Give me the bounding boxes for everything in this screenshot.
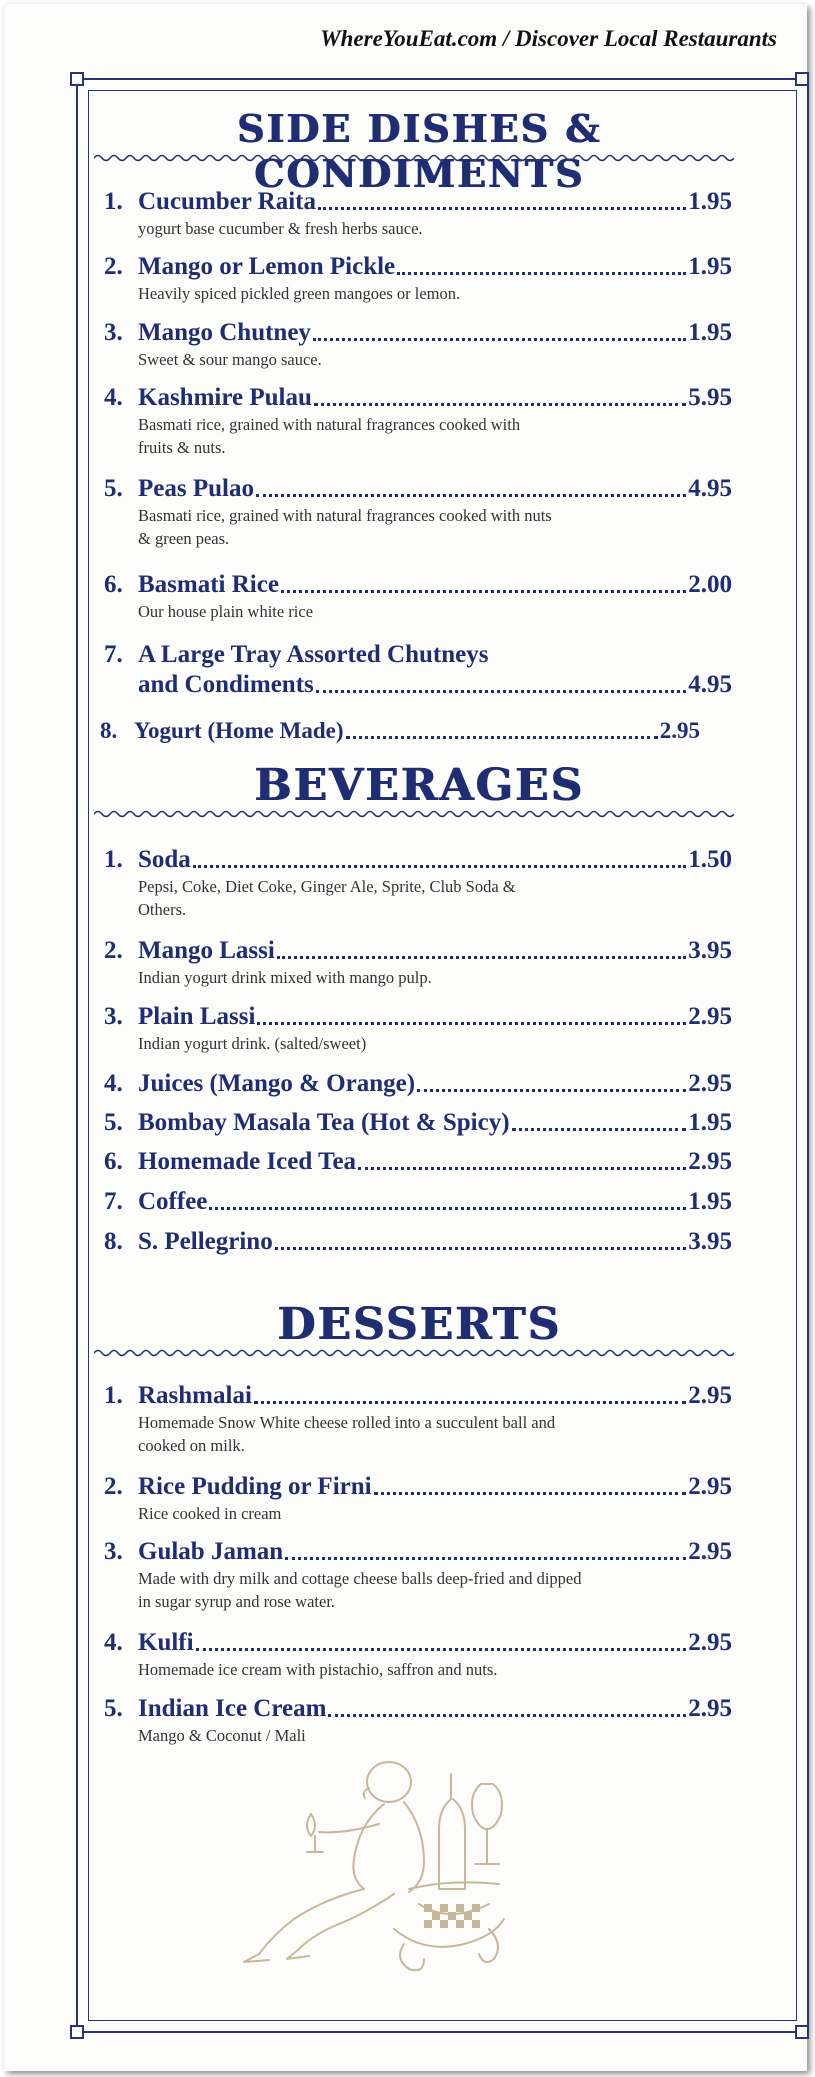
dot-leader bbox=[256, 494, 686, 497]
corner-ornament bbox=[795, 72, 809, 86]
dot-leader bbox=[281, 590, 686, 593]
item-description: yogurt base cucumber & fresh herbs sauce. bbox=[138, 219, 423, 238]
item-name-continued: and Condiments bbox=[138, 671, 314, 698]
menu-item bbox=[104, 640, 732, 700]
dot-leader bbox=[275, 1247, 687, 1250]
item-price: 3.95 bbox=[688, 1228, 732, 1255]
item-price: 1.95 bbox=[688, 1109, 732, 1136]
item-name: Bombay Masala Tea (Hot & Spicy) bbox=[138, 1109, 510, 1136]
item-name: Homemade Iced Tea bbox=[138, 1148, 357, 1175]
menu-item bbox=[104, 1147, 732, 1177]
item-name: Gulab Jaman bbox=[138, 1538, 284, 1565]
item-price: 5.95 bbox=[688, 384, 732, 411]
item-description: Basmati rice, grained with natural fragrances cooked with fruits & nuts. bbox=[138, 415, 521, 457]
menu-item bbox=[104, 570, 732, 623]
item-number: 2. bbox=[104, 937, 123, 964]
corner-ornament bbox=[70, 2025, 84, 2039]
menu-item bbox=[104, 1381, 732, 1457]
item-description: Pepsi, Coke, Diet Coke, Ginger Ale, Sprite, Club Soda & Others. bbox=[138, 877, 516, 919]
diner-with-wine-icon bbox=[219, 1754, 519, 1984]
menu-item bbox=[104, 1187, 732, 1217]
item-number: 3. bbox=[104, 319, 123, 346]
menu-item bbox=[104, 1002, 732, 1055]
item-name: Mango or Lemon Pickle bbox=[138, 253, 396, 280]
item-price: 4.95 bbox=[688, 475, 732, 502]
item-name: Rashmalai bbox=[138, 1382, 252, 1409]
dot-leader bbox=[316, 690, 687, 693]
item-name: Yogurt (Home Made) bbox=[134, 718, 344, 743]
dot-leader bbox=[314, 403, 686, 406]
menu-item bbox=[104, 1472, 732, 1525]
dot-leader bbox=[285, 1557, 686, 1560]
item-price: 1.95 bbox=[688, 253, 732, 280]
item-description: Basmati rice, grained with natural fragrances cooked with nuts & green peas. bbox=[138, 506, 552, 548]
item-name: Mango Chutney bbox=[138, 319, 311, 346]
item-number: 4. bbox=[104, 1629, 123, 1656]
item-price: 2.95 bbox=[688, 1148, 732, 1175]
wavy-divider bbox=[94, 808, 734, 820]
item-name: Indian Ice Cream bbox=[138, 1695, 327, 1722]
menu-item bbox=[104, 1628, 732, 1681]
item-number: 1. bbox=[104, 1382, 123, 1409]
item-description: Indian yogurt drink mixed with mango pulp. bbox=[138, 968, 432, 987]
dot-leader bbox=[277, 956, 686, 959]
item-number: 1. bbox=[104, 846, 123, 873]
menu-item bbox=[104, 936, 732, 989]
item-name: A Large Tray Assorted Chutneys bbox=[138, 641, 489, 668]
section-title-beverages: BEVERAGES bbox=[254, 760, 584, 811]
item-number: 4. bbox=[104, 1070, 123, 1097]
item-price: 2.95 bbox=[688, 1695, 732, 1722]
dot-leader bbox=[328, 1714, 686, 1717]
item-number: 6. bbox=[104, 1148, 123, 1175]
item-price: 1.95 bbox=[688, 188, 732, 215]
dot-leader bbox=[358, 1167, 686, 1170]
item-description: Mango & Coconut / Mali bbox=[138, 1726, 306, 1745]
item-name: Coffee bbox=[138, 1188, 208, 1215]
item-price: 2.95 bbox=[688, 1070, 732, 1097]
menu-item bbox=[104, 252, 732, 305]
item-price: 2.95 bbox=[688, 1538, 732, 1565]
item-description: Our house plain white rice bbox=[138, 602, 314, 621]
item-price: 2.95 bbox=[688, 1629, 732, 1656]
item-price: 2.95 bbox=[688, 1382, 732, 1409]
item-description: Indian yogurt drink. (salted/sweet) bbox=[138, 1034, 367, 1053]
dot-leader bbox=[257, 1022, 686, 1025]
item-number: 8. bbox=[100, 718, 118, 743]
menu-item bbox=[104, 1537, 732, 1613]
menu-item bbox=[104, 383, 732, 459]
item-number: 5. bbox=[104, 475, 123, 502]
dot-leader bbox=[374, 1492, 687, 1495]
dot-leader bbox=[397, 272, 686, 275]
dot-leader bbox=[512, 1128, 687, 1131]
dot-leader bbox=[254, 1401, 686, 1404]
item-description: Sweet & sour mango sauce. bbox=[138, 350, 322, 369]
item-number: 7. bbox=[104, 641, 123, 668]
item-price: 2.95 bbox=[688, 1003, 732, 1030]
item-name: Basmati Rice bbox=[138, 571, 279, 598]
item-description: Heavily spiced pickled green mangoes or lemon. bbox=[138, 284, 461, 303]
item-number: 2. bbox=[104, 1473, 123, 1500]
item-number: 1. bbox=[104, 188, 123, 215]
item-price: 2.95 bbox=[659, 718, 700, 743]
item-name: Rice Pudding or Firni bbox=[138, 1473, 372, 1500]
item-description: Rice cooked in cream bbox=[138, 1504, 282, 1523]
dot-leader bbox=[318, 207, 686, 210]
menu-item bbox=[104, 1069, 732, 1099]
menu-item bbox=[104, 1694, 732, 1747]
item-name: Cucumber Raita bbox=[138, 188, 317, 215]
item-name: S. Pellegrino bbox=[138, 1228, 273, 1255]
corner-ornament bbox=[795, 2025, 809, 2039]
item-name: Peas Pulao bbox=[138, 475, 254, 502]
menu-item bbox=[104, 1227, 732, 1257]
item-number: 5. bbox=[104, 1695, 123, 1722]
item-number: 8. bbox=[104, 1228, 123, 1255]
wavy-divider bbox=[94, 152, 734, 164]
item-name: Plain Lassi bbox=[138, 1003, 256, 1030]
dot-leader bbox=[196, 1648, 687, 1651]
item-description: Homemade ice cream with pistachio, saffron and nuts. bbox=[138, 1660, 498, 1679]
item-number: 7. bbox=[104, 1188, 123, 1215]
menu-page bbox=[4, 4, 807, 2071]
wavy-divider bbox=[94, 1347, 734, 1359]
item-number: 3. bbox=[104, 1538, 123, 1565]
corner-ornament bbox=[70, 72, 84, 86]
item-price: 1.95 bbox=[688, 1188, 732, 1215]
item-name: Juices (Mango & Orange) bbox=[138, 1070, 416, 1097]
dot-leader bbox=[417, 1089, 686, 1092]
item-number: 5. bbox=[104, 1109, 123, 1136]
item-price: 3.95 bbox=[688, 937, 732, 964]
item-price: 1.50 bbox=[688, 846, 732, 873]
item-name: Mango Lassi bbox=[138, 937, 275, 964]
item-price: 2.95 bbox=[688, 1473, 732, 1500]
dot-leader bbox=[209, 1207, 686, 1210]
dot-leader bbox=[346, 736, 658, 739]
menu-item bbox=[104, 845, 732, 921]
section-title-side-dishes: SIDE DISHES & CONDIMENTS bbox=[236, 106, 602, 196]
site-watermark: WhereYouEat.com / Discover Local Restaurants bbox=[320, 26, 777, 51]
item-price: 4.95 bbox=[688, 671, 732, 698]
dot-leader bbox=[313, 338, 686, 341]
item-number: 4. bbox=[104, 384, 123, 411]
menu-item bbox=[104, 474, 732, 550]
item-number: 3. bbox=[104, 1003, 123, 1030]
menu-item bbox=[100, 716, 700, 746]
item-description: Homemade Snow White cheese rolled into a succulent ball and cooked on milk. bbox=[138, 1413, 556, 1455]
item-description: Made with dry milk and cottage cheese balls deep-fried and dipped in sugar syrup and rose water. bbox=[138, 1569, 582, 1611]
item-name: Soda bbox=[138, 846, 191, 873]
item-number: 2. bbox=[104, 253, 123, 280]
menu-item bbox=[104, 318, 732, 371]
item-name: Kulfi bbox=[138, 1629, 194, 1656]
item-price: 2.00 bbox=[688, 571, 732, 598]
section-title-desserts: DESSERTS bbox=[276, 1299, 562, 1350]
item-number: 6. bbox=[104, 571, 123, 598]
dot-leader bbox=[193, 865, 686, 868]
menu-item bbox=[104, 187, 732, 240]
item-price: 1.95 bbox=[688, 319, 732, 346]
menu-item bbox=[104, 1108, 732, 1138]
item-name: Kashmire Pulau bbox=[138, 384, 312, 411]
